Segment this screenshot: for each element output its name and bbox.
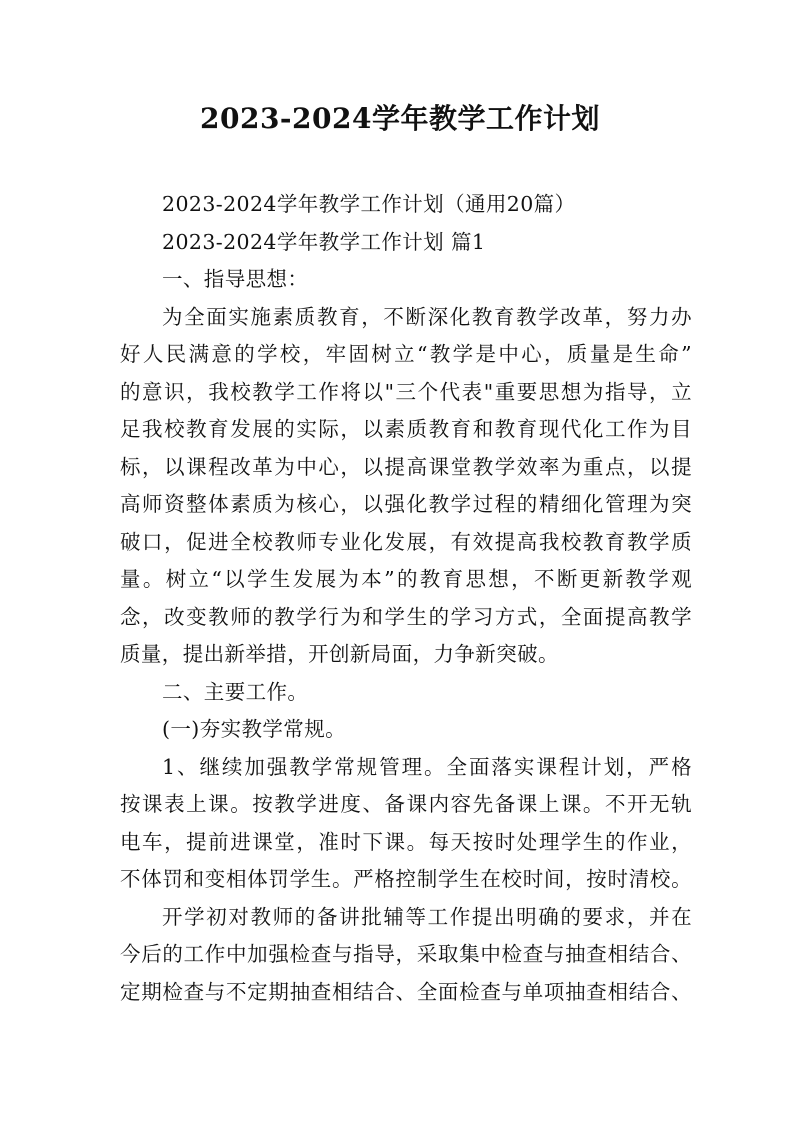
document-body xyxy=(120,186,692,1011)
text-line: 定期检查与不定期抽查相结合、全面检查与单项抽查相结合、 xyxy=(120,979,692,1004)
text-line: 二、主要工作。 xyxy=(162,679,309,704)
text-line: (一)夯实教学常规。 xyxy=(162,717,346,741)
text-line: 高师资整体素质为核心，以强化教学过程的精细化管理为突 xyxy=(120,492,692,516)
text-line: 2023-2024学年教学工作计划（通用20篇） xyxy=(162,192,576,216)
text-line: 按课表上课。按教学进度、备课内容先备课上课。不开无轨 xyxy=(120,792,692,816)
text-line: 电车，提前进课堂，准时下课。每天按时处理学生的作业， xyxy=(120,829,692,854)
text-line: 为全面实施素质教育，不断深化教育教学改革，努力办 xyxy=(162,304,692,329)
text-line: 一、指导思想： xyxy=(162,267,309,291)
document-title: 2023-2024学年教学工作计划 xyxy=(200,102,600,135)
text-line: 好人民满意的学校，牢固树立“教学是中心，质量是生命” xyxy=(120,342,692,366)
text-line: 量。树立“以学生发展为本”的教育思想，不断更新教学观 xyxy=(120,567,692,591)
text-line: 足我校教育发展的实际，以素质教育和教育现代化工作为目 xyxy=(120,417,692,441)
text-line: 标，以课程改革为中心，以提高课堂教学效率为重点，以提 xyxy=(120,454,692,479)
text-line: 质量，提出新举措，开创新局面，力争新突破。 xyxy=(120,642,559,666)
text-line: 2023-2024学年教学工作计划 篇1 xyxy=(162,229,486,254)
text-line: 1、继续加强教学常规管理。全面落实课程计划，严格 xyxy=(162,754,692,779)
text-line: 不体罚和变相体罚学生。严格控制学生在校时间，按时清校。 xyxy=(120,867,692,891)
text-line: 开学初对教师的备讲批辅等工作提出明确的要求，并在 xyxy=(162,904,692,929)
text-line: 破口，促进全校教师专业化发展，有效提高我校教育教学质 xyxy=(120,529,692,554)
text-line: 的意识，我校教学工作将以"三个代表"重要思想为指导，立 xyxy=(120,379,692,404)
text-line: 念，改变教师的教学行为和学生的学习方式，全面提高教学 xyxy=(120,604,692,629)
text-line: 今后的工作中加强检查与指导，采取集中检查与抽查相结合、 xyxy=(120,942,692,966)
